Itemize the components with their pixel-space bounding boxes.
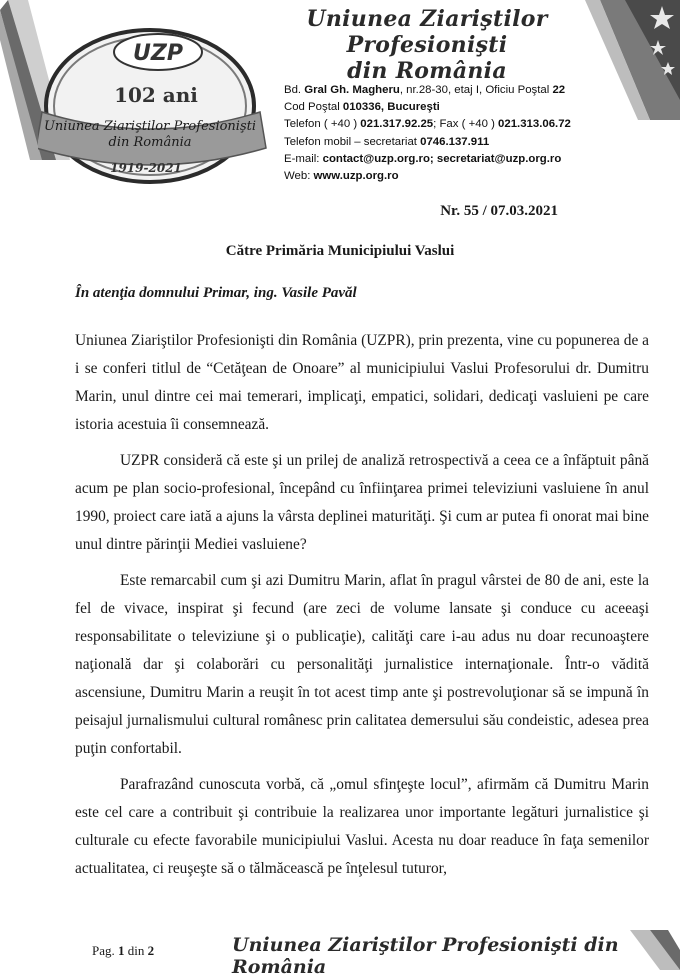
logo-banner-line1: Uniunea Ziariştilor Profesionişti <box>43 119 257 134</box>
org-title-line2: din România <box>347 58 507 84</box>
logo-abbrev: UZP <box>133 41 183 66</box>
attention-line: În atenţia domnului Primar, ing. Vasile Pavăl <box>75 285 357 301</box>
reference-number: Nr. 55 / 07.03.2021 <box>440 203 558 219</box>
paragraph: UZPR consideră că este şi un prilej de analiză retrospectivă a ceea ce a înfăptuit până acum pe plan socio-profesional, începând cu înfiinţarea primei televiziuni vasluiene în anul 1990, proiect care iată a ajuns la vârsta deplinei maturităţi. Şi cum ar putea fi onorat mai bine unul dintre părinţii Mediei vasluiene? <box>75 452 649 553</box>
org-title-line1: Uniunea Ziariştilor Profesionişti <box>306 6 548 58</box>
logo-years-range: 1919-2021 <box>110 161 182 175</box>
contact-web: Web: www.uzp.org.ro <box>284 170 399 183</box>
paragraph: Este remarcabil cum şi azi Dumitru Marin, aflat în pragul vârstei de 80 de ani, este la fel de vivace, inspirat şi fecund (are zeci de volume lansate şi conduce cu aceeaşi responsabilitate o televiziune şi o publicaţie), calităţi care i-au adus nu doar recunoaştere naţională dar şi colaborări cu personalităţi jurnalistice internaţionale. Într-o vădită ascensiune, Dumitru Marin a reuşit în tot acest timp ante şi postrevoluţionar să se impună în peisajul jurnalismului cultural românesc prin calitatea demersului său condeistic, adesea prea puţin confortabil. <box>75 572 649 757</box>
logo-banner-line2: din România <box>108 135 192 150</box>
email-link-contact[interactable]: contact@uzp.org.ro <box>322 152 430 165</box>
letter-body <box>75 327 649 891</box>
addressee: Către Primăria Municipiului Vaslui <box>225 243 455 259</box>
org-title <box>232 6 622 84</box>
contact-address: Bd. Gral Gh. Magheru, nr.28-30, etaj I, Oficiu Poştal 22 <box>284 84 566 96</box>
contact-postal: Cod Poştal 010336, Bucureşti <box>284 101 440 114</box>
page-number: Pag. 1 din 2 <box>92 943 155 958</box>
contact-phone: Telefon ( +40 ) 021.317.92.25; Fax ( +40 ) 021.313.06.72 <box>284 118 571 131</box>
contact-mobile: Telefon mobil – secretariat 0746.137.911 <box>284 135 490 148</box>
contact-email: E-mail: contact@uzp.org.ro; secretariat@uzp.org.ro <box>284 152 562 165</box>
paragraph: Parafrazând cunoscuta vorbă, că „omul sfinţeşte locul”, afirmăm că Dumitru Marin este cel care a contribuit şi contribuie la realizarea unor importante legături jurnalistice şi culturale cu efecte favorabile municipiului Vaslui. Acesta nu doar readuce în faţa semenilor actualitatea, ci reuşeşte să o tălmăcească pe înţelesul tuturor, <box>75 776 649 877</box>
decorative-stripes-bottom <box>620 910 680 970</box>
contact-block <box>284 82 654 185</box>
logo-years-label: 102 ani <box>114 83 198 107</box>
web-link[interactable]: www.uzp.org.ro <box>313 170 399 183</box>
email-link-secretariat[interactable]: secretariat@uzp.org.ro <box>436 152 562 165</box>
footer-org-name: Uniunea Ziariştilor Profesionişti din România <box>232 934 619 978</box>
paragraph: Uniunea Ziariştilor Profesionişti din România (UZPR), prin prezenta, vine cu popunerea de a i se conferi titlul de “Cetăţean de Onoare” al municipiului Vaslui Profesorului dr. Dumitru Marin, unul dintre cei mai temerari, implicaţi, empatici, solidari, dedicaţi vasluieni pe care istoria acestuia îi consemnează. <box>75 332 649 433</box>
